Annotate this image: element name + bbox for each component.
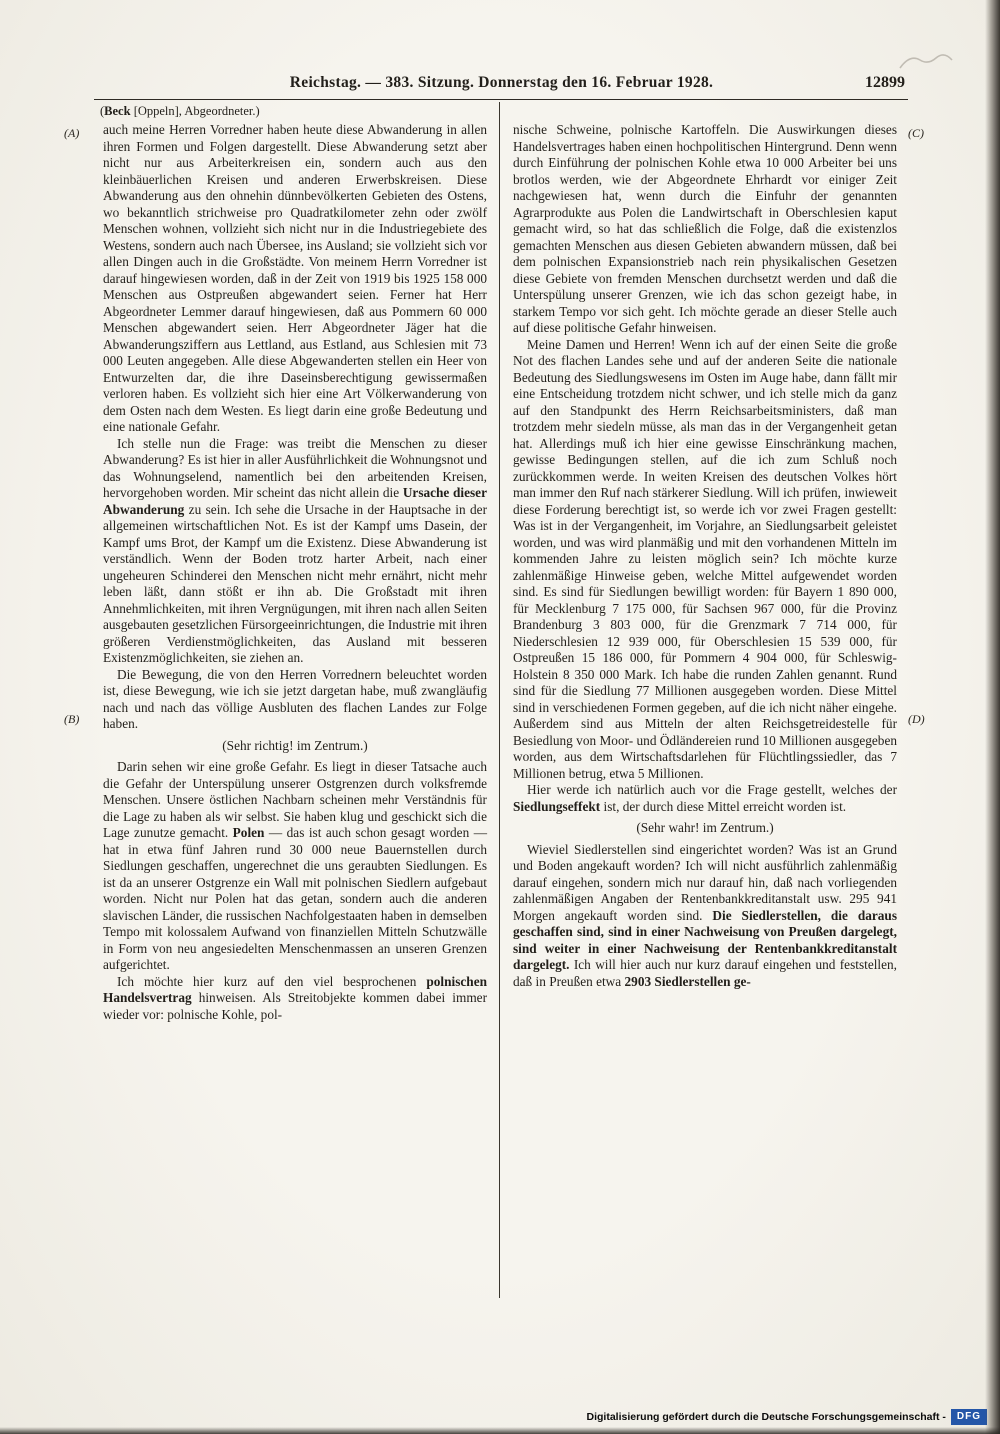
digitization-credit	[587, 1409, 988, 1425]
body-text: Darin sehen wir eine große Gefahr. Es liegt in dieser Tatsache auch die Gefahr der Unterspülung unserer Ostgrenzen durch volksfremde Menschen. Unsere östlichen Nachbarn scheinen mehr Verständnis für die Lage zu haben als wir selbst. Sie haben klug und geschickt sich die Lage zunutze gemacht.	[103, 759, 487, 840]
emphasized-text: polnischen Handelsvertrag	[103, 973, 487, 1005]
emphasized-text: 2903 Siedlerstellen ge-	[624, 973, 751, 989]
margin-marker-d: (D)	[908, 712, 925, 726]
body-text: Wieviel Siedlerstellen sind eingerichtet worden? Was ist an Grund und Boden angekauft worden? Ich will nicht ausführlich zahlenmäßig darauf eingehen, sondern mich nur darauf hin, daß nach vorliegenden zahlenmäßigen Angaben der Rentenbankkreditanstalt usw. 295 941 Morgen angekauft worden sind.	[513, 841, 897, 923]
body-text: Ich stelle nun die Frage: was treibt die Menschen zu dieser Abwanderung? Es ist hier in aller Ausführlichkeit die Wohnungsnot und das Wohnungselend, namentlich bei den arbeitenden Kreisen, hervorgehoben worden. Mir scheint das nicht allein die	[103, 435, 487, 500]
margin-marker-a: (A)	[64, 126, 80, 140]
margin-marker-c: (C)	[908, 126, 924, 140]
dfg-logo: DFG	[951, 1409, 987, 1425]
emphasized-text: Polen	[232, 825, 265, 840]
paragraph	[513, 842, 897, 991]
header-rule	[94, 99, 908, 100]
emphasized-text: Siedlungseffekt	[513, 798, 601, 814]
body-text: Die Bewegung, die von den Herren Vorrednern beleuchtet worden ist, diese Bewegung, wie ich sie jetzt dargetan habe, muß zwangläufig nach und nach das völlige Ausbluten des flachen Landes zur Folge haben.	[103, 666, 487, 731]
paragraph	[513, 782, 897, 815]
paragraph	[103, 122, 487, 436]
text-columns	[103, 122, 897, 1322]
paragraph	[103, 667, 487, 733]
body-text: (Sehr wahr! im Zentrum.)	[636, 820, 774, 835]
body-text: auch meine Herren Vorredner haben heute diese Abwanderung in allen ihren Formen und Folgen dargestellt. Diese Abwanderung setzt aber nicht nur aus Arbeiterkreisen ein, sondern auch aus den kleinbäuerlichen Kreisen und anderen Erwerbskreisen. Diese Abwanderung aus den ohnehin dünnbevölkerten Gebieten des Ostens, wo bekanntlich strichweise pro Quadratkilometer zehn oder zwölf Menschen wohnen, vollzieht sich nicht nur in die Industriegebiete des Westens, sondern auch nach Übersee, ins Ausland; sie vollzieht sich vor allen Dingen auch in die Großstädte. Von meinem Herrn Vorredner ist darauf hingewiesen worden, daß in der Zeit von 1919 bis 1925 158 000 Menschen aus Ostpreußen abgewandert seien. Ferner hat Herr Abgeordneter Lemmer darauf hingewiesen, daß aus Pommern 60 000 Menschen abgewandert seien. Herr Abgeordneter Jäger hat die Abwanderungsziffern aus Lettland, aus Estland, aus Schlesien mit 73 000 Leuten angegeben. Alle diese Abgewanderten stellen ein Heer von Entwurzelten dar, die ihre Daseinsberechtigung gewissermaßen verloren haben. Es vollzieht sich hier eine Art Völkerwanderung von dem Osten nach dem Westen. Es liegt darin eine große Bedeutung und eine nationale Gefahr.	[103, 122, 487, 434]
scan-edge-right	[985, 0, 1000, 1434]
emphasized-text: Ursache dieser Abwanderung	[103, 485, 487, 517]
page-number: 12899	[865, 74, 905, 91]
interjection	[513, 820, 897, 837]
body-text: Ich will hier auch nur kurz darauf eingehen und feststellen, daß in Preußen etwa	[513, 957, 897, 989]
body-text: — das ist auch schon gesagt worden — hat in etwa fünf Jahren rund 30 000 neue Bauernstellen durch Siedlungen geschaffen, ungerechnet die uns geraubten Siedlungen. Es ist da an unserer Ostgrenze ein Wall mit polnischen Siedlern aufgebaut worden. Nicht nur Polen hat das getan, sondern auch die anderen slavischen Länder, die russischen Nachfolgestaaten haben in demselben Tempo mit kolossalem Aufwand von finanziellen Mitteln Schutzwälle in Form von neu angesiedelten Menschenmassen an unseren Grenzen aufgerichtet.	[103, 825, 487, 972]
paragraph	[103, 436, 487, 667]
speaker-name: Beck	[104, 104, 131, 118]
margin-marker-b: (B)	[64, 712, 80, 726]
speaker-note-rest: [Oppeln], Abgeordneter.)	[130, 104, 260, 118]
paragraph	[513, 122, 897, 337]
speaker-continuation-note	[100, 104, 260, 119]
body-text: Hier werde ich natürlich auch vor die Frage gestellt, welches der	[527, 782, 897, 797]
paragraph	[513, 337, 897, 783]
paragraph	[103, 974, 487, 1024]
credit-text: Digitalisierung gefördert durch die Deutsche Forschungsgemeinschaft -	[586, 1411, 946, 1423]
body-text: Meine Damen und Herren! Wenn ich auf der einen Seite die große Not des flachen Landes sehe und auf der anderen Seite die nationale Bedeutung des Siedlungswesens im Osten im Auge habe, dann fällt mir eine Entscheidung trotzdem nicht schwer, und ich stelle mich da ganz auf den Standpunkt des Herrn Reichsarbeitsministers, daß man trotzdem mehr siedeln müsse, als man das in der Vergangenheit getan hat. Allerdings muß ich hier eine gewisse Einschränkung machen, gewisse Bedingungen stellen, auf die ich zum Schluß noch zurückkommen werde. In weiten Kreisen des deutschen Volkes hört man immer den Ruf nach stärkerer Siedlung. Will ich prüfen, inwieweit diese Forderung berechtigt ist, so werde ich vor zwei Fragen gestellt: Was ist in der Vergangenheit, im Vorjahre, an Siedlungsarbeit geleistet worden, und was wird planmäßig und mit den vorhandenen Mitteln im kommenden Jahre zu leisten möglich sein? Ich möchte kurze zahlenmäßige Hinweise geben, welche Mittel aufgewendet worden sind. Es sind für Siedlungen bewilligt worden: für Bayern 1 890 000, für Mecklenburg 7 175 000, für Sachsen 967 000, für die Provinz Brandenburg 3 803 000, für die Grenzmark 7 714 000, für Niederschlesien 12 939 000, für Oberschlesien 15 539 000, für Ostpreußen 15 186 000, für Pommern 4 904 000, für Schleswig-Holstein 8 350 000 Mark. Ich habe die runden Zahlen genannt. Rund sind für die Siedlung 77 Millionen ausgegeben worden. Diese Mittel sind in verschiedenen Formen gegeben, auf die ich nicht näher eingehe. Außerdem sind aus Mitteln der alten Reichsgetreidestelle für Besiedlung von Moor- und Ödländereien rund 10 Millionen ausgegeben worden, aus dem Wirtschaftsdarlehen für Flüchtlingssiedler, das 7 Millionen betrug, etwa 5 Millionen.	[513, 336, 897, 781]
body-text: Ich möchte hier kurz auf den viel besprochenen	[117, 973, 427, 989]
speaker-note-open: (	[100, 104, 105, 118]
left-column	[103, 122, 487, 1322]
body-text: hinweisen. Als Streitobjekte kommen dabei immer wieder vor: polnische Kohle, pol-	[103, 990, 487, 1022]
interjection	[103, 738, 487, 755]
right-column	[513, 122, 897, 1322]
body-text: ist, der durch diese Mittel erreicht worden ist.	[600, 798, 847, 814]
emphasized-text: Die Siedlerstellen, die daraus geschaffen sind, sind in einer Nachweisung von Preußen dargelegt, sind weiter in einer Nachweisung der Rentenbankkreditanstalt dargelegt.	[513, 907, 897, 972]
page-header-title: Reichstag. — 383. Sitzung. Donnerstag den 16. Februar 1928.	[289, 74, 714, 91]
scan-edge-bottom	[0, 1427, 1000, 1434]
body-text: zu sein. Ich sehe die Ursache in der Hauptsache in der allgemeinen wirtschaftlichen Not. Es ist der Kampf ums Dasein, der Kampf ums Brot, der Kampf um die Existenz. Diese Abwanderung ist verständlich. Wenn der Boden trotz harter Arbeit, nach einer ungeheuren Schinderei den Menschen nicht mehr ernährt, nicht mehr leben läßt, dann stößt er ihn ab. Die Großstadt mit ihren Annehmlichkeiten, mit ihren Vergnügungen, mit ihren nach allen Seiten ausgebauten gesetzlichen Fürsorgeeinrichtungen, die Industrie mit ihren größeren Verdienstmöglichkeiten, das Ausland mit besseren Existenzmöglichkeiten, sie ziehen an.	[103, 501, 487, 665]
body-text: (Sehr richtig! im Zentrum.)	[222, 737, 368, 753]
paragraph	[103, 759, 487, 974]
body-text: nische Schweine, polnische Kartoffeln. Die Auswirkungen dieses Handelsvertrages haben einen hochpolitischen Hintergrund. Denn wenn durch Einführung der polnischen Kohle etwa 10 000 Arbeiter bei uns brotlos werden, wie der Abgeordnete Ehrhardt vor einiger Zeit nachgewiesen hat, wenn durch die Einfuhr der genannten Agrarprodukte aus Polen die Landwirtschaft in Oberschlesien kaput gemacht wird, so hat das schließlich die Folge, daß die existenzlos gemachten Menschen aus diesen Gebieten abwandern müssen, daß bei dem polnischen Expansionstrieb nach rein physikalischen Gesetzen diese Gebiete von fremden Menschen durchsetzt werden und daß die Unterspülung unserer Grenzen, wie ich das schon gezeigt habe, in starkem Tempo vor sich geht. Ich möchte gerade an dieser Stelle auch auf diese politische Gefahr hinweisen.	[513, 122, 897, 335]
